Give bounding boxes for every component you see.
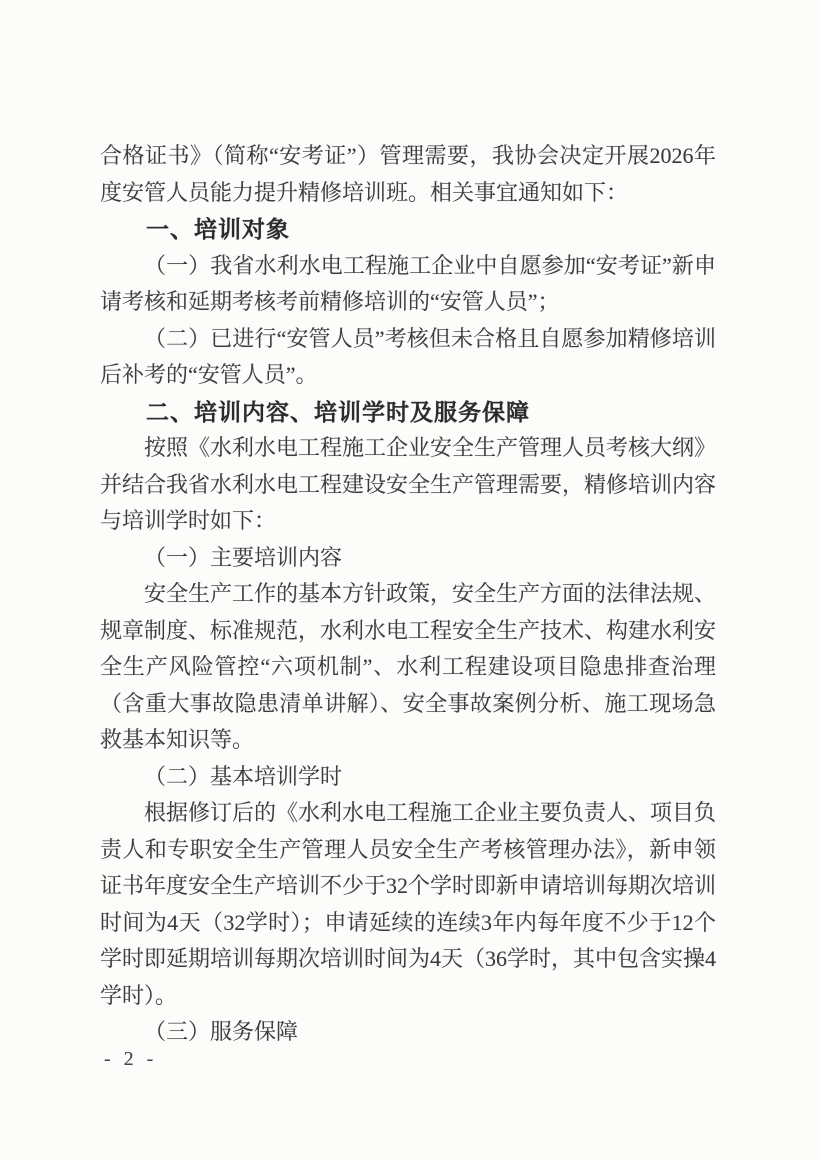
paragraph: 按照《水利水电工程施工企业安全生产管理人员考核大纲》并结合我省水利水电工程建设安全生产管理需要，精修培训内容与培训学时如下： [100,435,717,533]
paragraph: （一）我省水利水电工程施工企业中自愿参加“安考证”新申请考核和延期考核考前精修培训的“安管人员”； [100,252,716,314]
paragraph: 根据修订后的《水利水电工程施工企业主要负责人、项目负责人和专职安全生产管理人员安全生产考核管理办法》，新申领证书年度安全生产培训不少于32个学时即新申请培训每期次培训时间为4天（32学时）；申请延续的连续3年内每年度不少于12个学时即延期培训每期次培训时间为4天（36学时，其中包含实操4学时）。 [100,800,717,1008]
paragraph: 安全生产工作的基本方针政策，安全生产方面的法律法规、规章制度、标准规范，水利水电工程安全生产技术、构建水利安全生产风险管控“六项机制”、水利工程建设项目隐患排查治理（含重大事故隐患清单讲解）、安全事故案例分析、施工现场急救基本知识等。 [100,581,717,752]
document-body [100,138,716,1051]
section-heading: 一、培训对象 [146,216,290,242]
paragraph: （二）已进行“安管人员”考核但未合格且自愿参加精修培训后补考的“安管人员”。 [100,325,716,387]
page-number: - 2 - [104,1048,158,1070]
paragraph: （三）服务保障 [144,1019,299,1044]
paragraph: （二）基本培训学时 [144,763,343,789]
paragraph: 合格证书》（简称“安考证”）管理需要，我协会决定开展2026年度安管人员能力提升精修培训班。相关事宜通知如下： [100,143,716,205]
paragraph: （一）主要培训内容 [144,544,343,570]
section-heading: 二、培训内容、培训学时及服务保障 [146,398,530,425]
